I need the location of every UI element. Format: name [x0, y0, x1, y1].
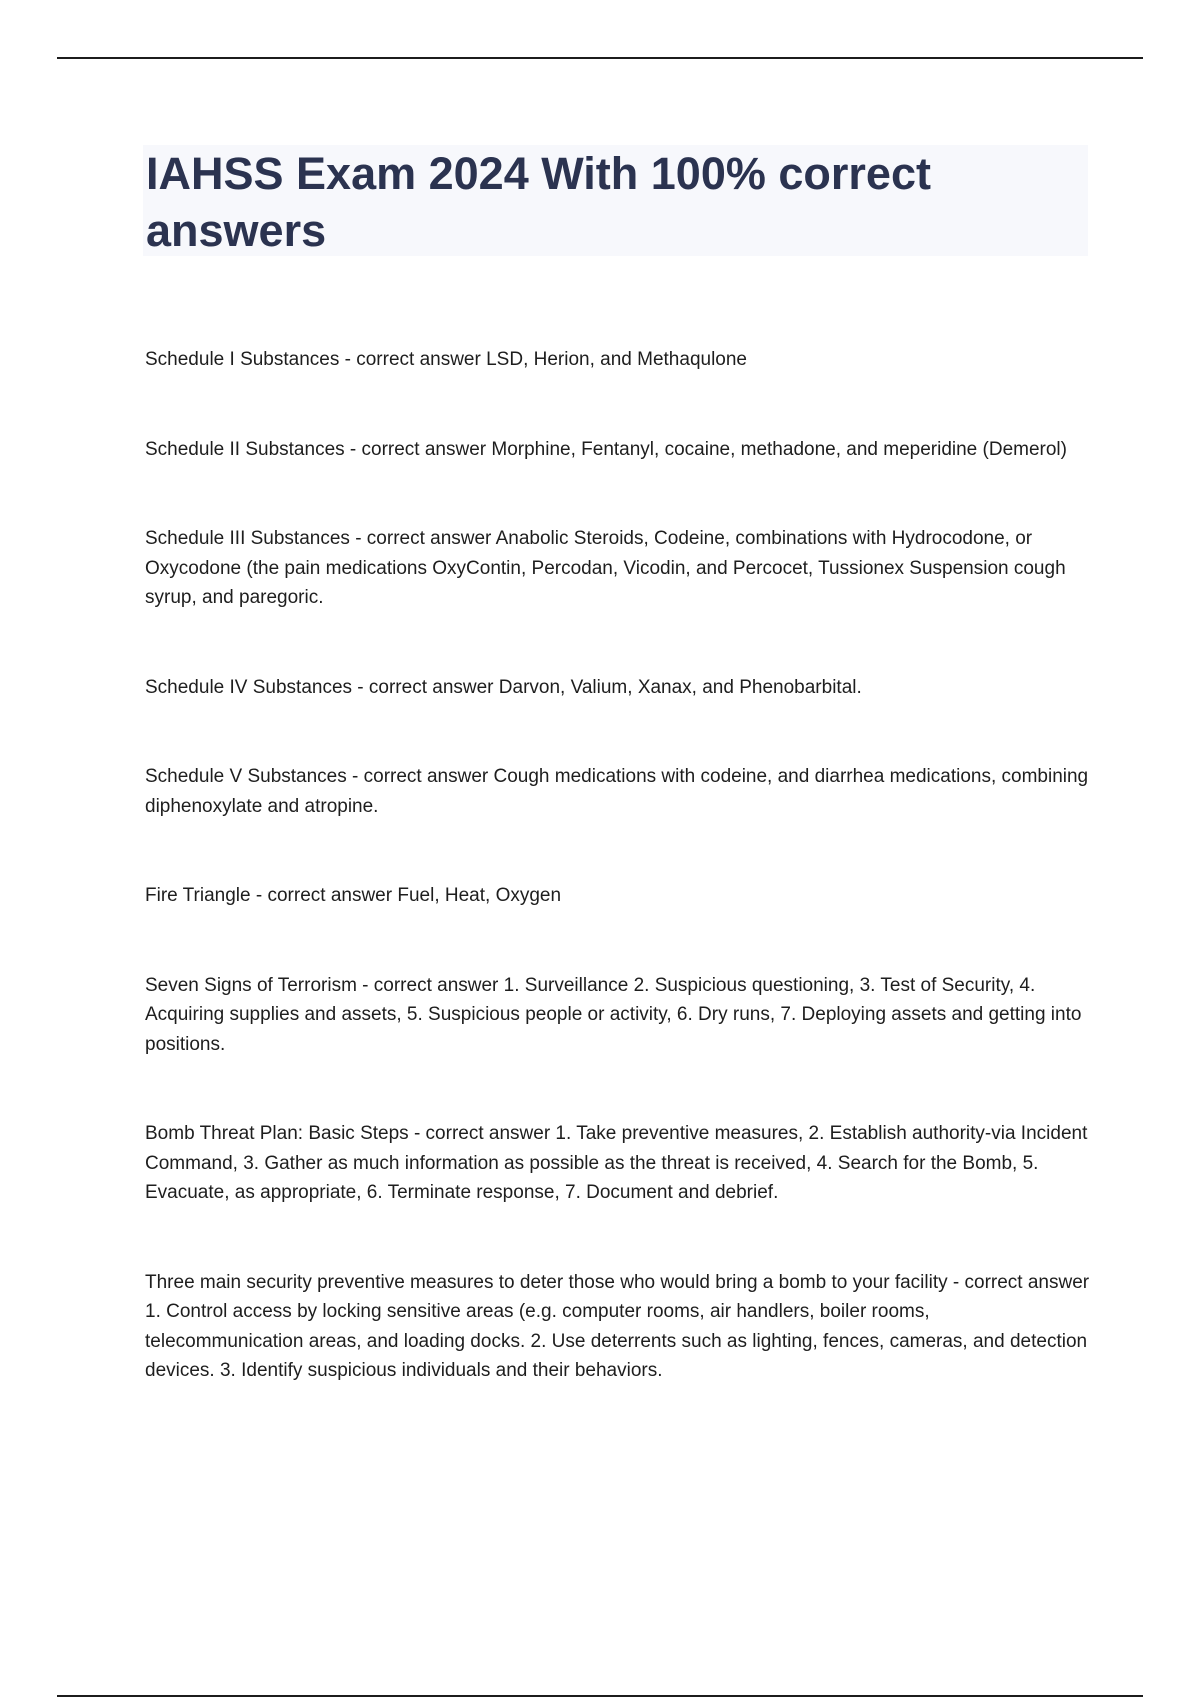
qa-item-schedule-5: Schedule V Substances - correct answer Cough medications with codeine, and diarrhea medications, combining diphenoxylate and atropine.: [145, 766, 1089, 817]
qa-item-schedule-1: Schedule I Substances - correct answer LSD, Herion, and Methaqulone: [145, 349, 747, 370]
qa-item-preventive-measures: Three main security preventive measures to deter those who would bring a bomb to your facility - correct answer 1. Control access by locking sensitive areas (e.g. computer rooms, air handlers, boiler rooms, telecommunication areas, and loading docks. 2. Use deterrents such as lighting, fences, cameras, and detection devices. 3. Identify suspicious individuals and their behaviors.: [145, 1271, 1090, 1381]
qa-item-schedule-3: Schedule III Substances - correct answer Anabolic Steroids, Codeine, combinations with Hydrocodone, or Oxycodone (the pain medications OxyContin, Percodan, Vicodin, and Percocet, Tussionex Suspension cough syrup, and paregoric.: [145, 528, 1066, 608]
qa-item-signs-of-terrorism: Seven Signs of Terrorism - correct answer 1. Surveillance 2. Suspicious questioning, 3. Test of Security, 4. Acquiring supplies and assets, 5. Suspicious people or activity, 6. Dry runs, 7. Deploying assets and getting into positions.: [145, 974, 1082, 1055]
qa-item-schedule-2: Schedule II Substances - correct answer Morphine, Fentanyl, cocaine, methadone, and meperidine (Demerol): [145, 438, 1067, 460]
page-title: IAHSS Exam 2024 With 100% correct answers: [146, 148, 931, 256]
title-banner: [143, 145, 1088, 256]
qa-item-schedule-4: Schedule IV Substances - correct answer Darvon, Valium, Xanax, and Phenobarbital.: [145, 676, 862, 698]
bottom-divider: [57, 1695, 1143, 1697]
qa-item-fire-triangle: Fire Triangle - correct answer Fuel, Heat, Oxygen: [145, 885, 562, 906]
qa-list: [145, 345, 1090, 1446]
qa-item-bomb-threat-plan: Bomb Threat Plan: Basic Steps - correct answer 1. Take preventive measures, 2. Establish authority-via Incident Command, 3. Gather as much information as possible as the threat is received, 4. Search for the Bomb, 5. Evacuate, as appropriate, 6. Terminate response, 7. Document and debrief.: [145, 1123, 1088, 1203]
top-divider: [57, 57, 1143, 59]
